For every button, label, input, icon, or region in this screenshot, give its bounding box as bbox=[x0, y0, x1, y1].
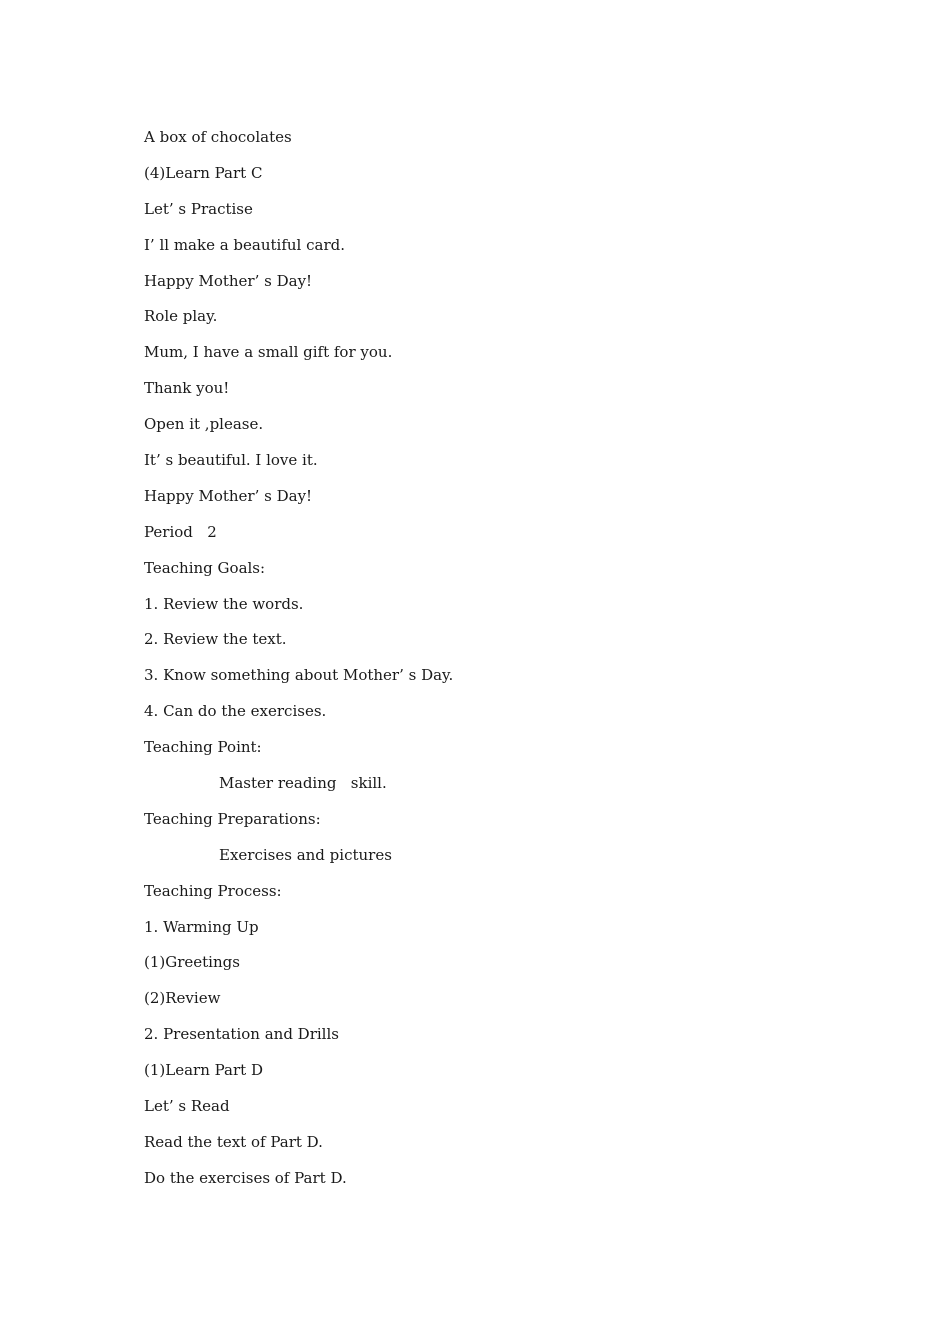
indented-text-line: Master reading skill. bbox=[219, 774, 387, 793]
section-heading: Teaching Goals: bbox=[144, 558, 266, 577]
section-heading: Teaching Preparations: bbox=[144, 809, 321, 828]
period-heading: Period 2 bbox=[144, 522, 217, 541]
section-heading: Teaching Process: bbox=[144, 881, 282, 900]
list-item: (2)Review bbox=[144, 989, 221, 1008]
document-body bbox=[144, 125, 844, 1202]
text-line: Happy Mother’ s Day! bbox=[144, 486, 313, 505]
section-heading: (4)Learn Part C bbox=[144, 163, 263, 182]
text-line: Let’ s Read bbox=[144, 1097, 230, 1116]
section-heading: (1)Learn Part D bbox=[144, 1061, 263, 1080]
text-line: Let’ s Practise bbox=[144, 199, 253, 218]
indented-text-line: Exercises and pictures bbox=[219, 845, 392, 864]
list-item: (1)Greetings bbox=[144, 953, 240, 972]
text-line: Role play. bbox=[144, 307, 218, 326]
list-item: 2. Presentation and Drills bbox=[144, 1025, 339, 1044]
section-heading: Teaching Point: bbox=[144, 738, 262, 757]
text-line: Mum, I have a small gift for you. bbox=[144, 343, 393, 362]
list-item: 2. Review the text. bbox=[144, 630, 287, 649]
text-line: Read the text of Part D. bbox=[144, 1132, 323, 1151]
list-item: 1. Review the words. bbox=[144, 594, 304, 613]
text-line: I’ ll make a beautiful card. bbox=[144, 235, 346, 254]
text-line: It’ s beautiful. I love it. bbox=[144, 451, 318, 470]
list-item: 4. Can do the exercises. bbox=[144, 702, 327, 721]
list-item: 3. Know something about Mother’ s Day. bbox=[144, 666, 454, 685]
text-line: Thank you! bbox=[144, 379, 230, 398]
text-line: Happy Mother’ s Day! bbox=[144, 271, 313, 290]
list-item: 1. Warming Up bbox=[144, 917, 259, 936]
text-line: Open it ,please. bbox=[144, 415, 264, 434]
text-line: Do the exercises of Part D. bbox=[144, 1168, 347, 1187]
text-line: A box of chocolates bbox=[144, 128, 292, 146]
